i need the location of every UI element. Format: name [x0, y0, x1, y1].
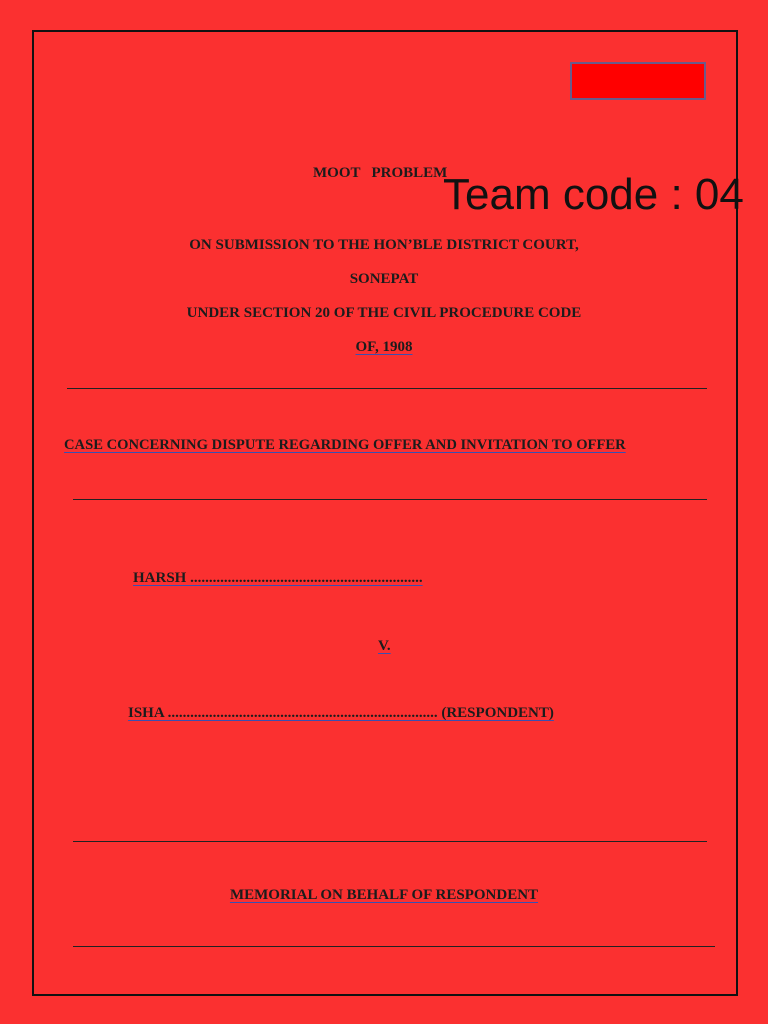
divider-1 [67, 388, 707, 389]
case-title: CASE CONCERNING DISPUTE REGARDING OFFER AND INVITATION TO OFFER [64, 437, 626, 453]
case-title-wrapper [64, 436, 626, 454]
submission-line-3: UNDER SECTION 20 OF THE CIVIL PROCEDURE CODE [186, 305, 582, 321]
submission-line-2: SONEPAT [349, 271, 419, 287]
submission-line-1: ON SUBMISSION TO THE HON’BLE DISTRICT COURT, [189, 237, 579, 253]
versus-label: V. [378, 638, 391, 654]
moot-problem-heading: MOOT PROBLEM [313, 165, 448, 181]
memorial-wrapper [0, 886, 768, 904]
petitioner-line-wrapper [133, 569, 423, 587]
respondent-line: ISHA ........................................................................ (RESPONDENT) [128, 705, 554, 721]
respondent-line-wrapper [128, 704, 554, 722]
versus-wrapper [378, 637, 391, 655]
red-placeholder-box [570, 62, 706, 100]
divider-4 [73, 946, 715, 947]
divider-3 [73, 841, 707, 842]
memorial-label: MEMORIAL ON BEHALF OF RESPONDENT [229, 887, 539, 903]
team-code-label: Team code : 04 [443, 170, 744, 219]
submission-line-4-wrapper [0, 338, 768, 356]
petitioner-line: HARSH .............................................................. [133, 570, 423, 586]
divider-2 [73, 499, 707, 500]
submission-line-4: OF, 1908 [355, 339, 413, 355]
